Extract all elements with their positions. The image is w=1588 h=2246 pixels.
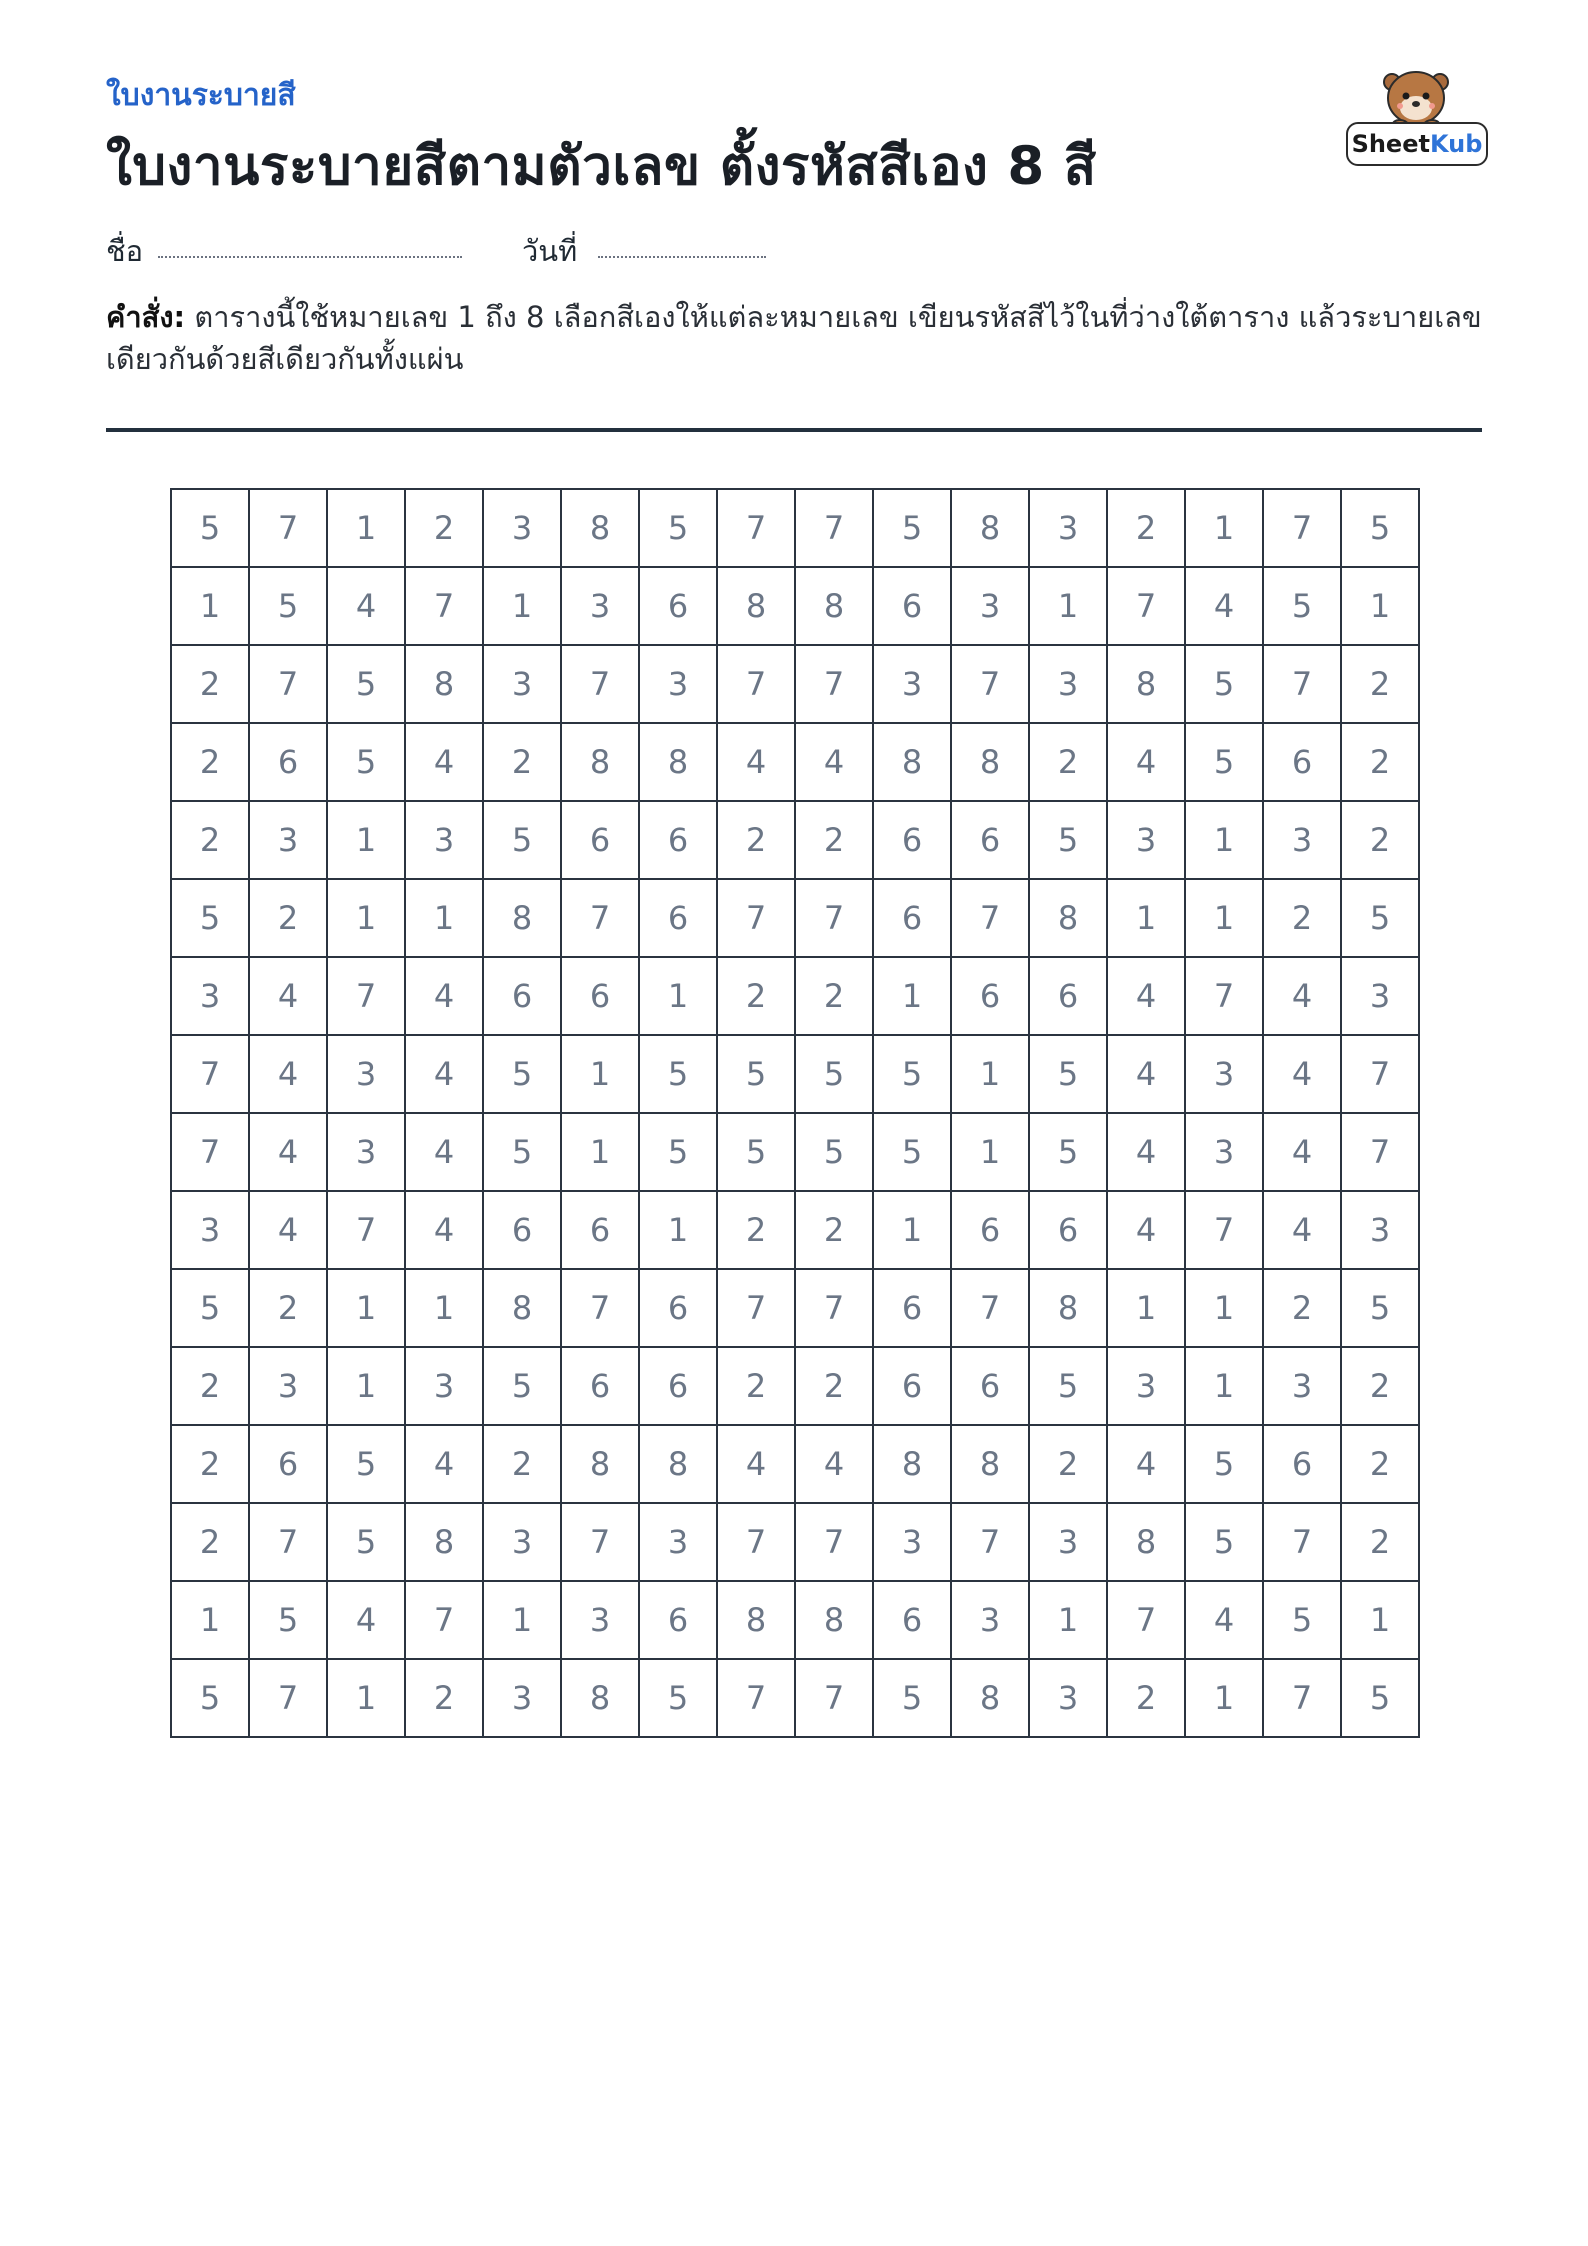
logo-text-kub: Kub bbox=[1429, 130, 1483, 158]
grid-cell[interactable]: 4 bbox=[1107, 1191, 1185, 1269]
grid-cell[interactable]: 1 bbox=[639, 957, 717, 1035]
grid-cell[interactable]: 6 bbox=[561, 1347, 639, 1425]
grid-cell[interactable]: 2 bbox=[717, 1347, 795, 1425]
color-by-number-grid bbox=[170, 488, 1420, 1738]
date-line[interactable] bbox=[598, 256, 766, 258]
grid-cell[interactable]: 6 bbox=[1263, 1425, 1341, 1503]
grid-cell[interactable]: 4 bbox=[717, 1425, 795, 1503]
grid-cell[interactable]: 6 bbox=[873, 567, 951, 645]
grid-cell[interactable]: 8 bbox=[1107, 645, 1185, 723]
grid-row bbox=[171, 957, 1419, 1035]
grid-cell[interactable]: 8 bbox=[639, 1425, 717, 1503]
grid-cell[interactable]: 1 bbox=[327, 1659, 405, 1737]
grid-cell[interactable]: 6 bbox=[561, 1191, 639, 1269]
grid-cell[interactable]: 5 bbox=[873, 489, 951, 567]
grid-cell[interactable]: 2 bbox=[171, 645, 249, 723]
grid-row bbox=[171, 567, 1419, 645]
grid-cell[interactable]: 7 bbox=[249, 1503, 327, 1581]
grid-cell[interactable]: 3 bbox=[1341, 1191, 1419, 1269]
grid-cell[interactable]: 5 bbox=[327, 723, 405, 801]
grid-cell[interactable]: 2 bbox=[483, 1425, 561, 1503]
grid-cell[interactable]: 1 bbox=[1185, 879, 1263, 957]
grid-cell[interactable]: 5 bbox=[639, 1113, 717, 1191]
grid-cell[interactable]: 5 bbox=[795, 1035, 873, 1113]
grid-cell[interactable]: 4 bbox=[249, 957, 327, 1035]
grid-cell[interactable]: 2 bbox=[249, 1269, 327, 1347]
grid-cell[interactable]: 7 bbox=[951, 1269, 1029, 1347]
grid-row bbox=[171, 1113, 1419, 1191]
grid-cell[interactable]: 6 bbox=[639, 1269, 717, 1347]
grid-cell[interactable]: 4 bbox=[405, 1113, 483, 1191]
grid-cell[interactable]: 5 bbox=[249, 1581, 327, 1659]
grid-cell[interactable]: 8 bbox=[561, 723, 639, 801]
grid-cell[interactable]: 8 bbox=[795, 1581, 873, 1659]
grid-cell[interactable]: 7 bbox=[795, 489, 873, 567]
grid-cell[interactable]: 8 bbox=[561, 1659, 639, 1737]
grid-cell[interactable]: 2 bbox=[1341, 1347, 1419, 1425]
instructions bbox=[106, 296, 1486, 380]
grid-cell[interactable]: 7 bbox=[717, 489, 795, 567]
grid-cell[interactable]: 8 bbox=[405, 645, 483, 723]
grid-cell[interactable]: 8 bbox=[795, 567, 873, 645]
grid-cell[interactable]: 3 bbox=[327, 1035, 405, 1113]
grid-cell[interactable]: 3 bbox=[1029, 645, 1107, 723]
grid-cell[interactable]: 8 bbox=[951, 1425, 1029, 1503]
grid-cell[interactable]: 3 bbox=[1263, 801, 1341, 879]
name-line[interactable] bbox=[158, 256, 462, 258]
grid-cell[interactable]: 5 bbox=[1185, 1425, 1263, 1503]
grid-cell[interactable]: 2 bbox=[717, 957, 795, 1035]
grid-cell[interactable]: 6 bbox=[1029, 1191, 1107, 1269]
grid-cell[interactable]: 2 bbox=[1107, 1659, 1185, 1737]
grid-row bbox=[171, 1191, 1419, 1269]
grid-cell[interactable]: 6 bbox=[483, 1191, 561, 1269]
grid-cell[interactable]: 7 bbox=[1107, 1581, 1185, 1659]
grid-cell[interactable]: 2 bbox=[1263, 879, 1341, 957]
otter-mascot-icon bbox=[1378, 66, 1454, 128]
grid-cell[interactable]: 2 bbox=[1341, 1425, 1419, 1503]
grid-cell[interactable]: 5 bbox=[717, 1113, 795, 1191]
grid-cell[interactable]: 7 bbox=[795, 1269, 873, 1347]
grid-cell[interactable]: 3 bbox=[873, 1503, 951, 1581]
grid-cell[interactable]: 7 bbox=[795, 1659, 873, 1737]
grid-cell[interactable]: 7 bbox=[249, 645, 327, 723]
logo-text-sheet: Sheet bbox=[1351, 130, 1430, 158]
grid-cell[interactable]: 2 bbox=[795, 957, 873, 1035]
grid-cell[interactable]: 1 bbox=[327, 1347, 405, 1425]
grid-cell[interactable]: 1 bbox=[327, 489, 405, 567]
grid-cell[interactable]: 7 bbox=[795, 1503, 873, 1581]
grid-cell[interactable]: 3 bbox=[483, 1659, 561, 1737]
grid-cell[interactable]: 7 bbox=[717, 879, 795, 957]
grid-row bbox=[171, 723, 1419, 801]
grid-cell[interactable]: 5 bbox=[639, 489, 717, 567]
grid-cell[interactable]: 5 bbox=[171, 879, 249, 957]
grid-row bbox=[171, 1659, 1419, 1737]
grid-cell[interactable]: 7 bbox=[171, 1113, 249, 1191]
grid-cell[interactable]: 1 bbox=[405, 879, 483, 957]
grid-cell[interactable]: 2 bbox=[483, 723, 561, 801]
grid-cell[interactable]: 1 bbox=[1185, 489, 1263, 567]
grid-cell[interactable]: 7 bbox=[1263, 1659, 1341, 1737]
grid-cell[interactable]: 1 bbox=[171, 567, 249, 645]
grid-cell[interactable]: 6 bbox=[483, 957, 561, 1035]
grid-cell[interactable]: 2 bbox=[249, 879, 327, 957]
grid-cell[interactable]: 1 bbox=[327, 1269, 405, 1347]
grid-cell[interactable]: 5 bbox=[639, 1035, 717, 1113]
instructions-text: ตารางนี้ใช้หมายเลข 1 ถึง 8 เลือกสีเองให้แต่ละหมายเลข เขียนรหัสสีไว้ในที่ว่างใต้ตาราง แล้วระบายเลขเดียวกันด้วยสีเดียวกันทั้งแผ่น bbox=[106, 300, 1482, 376]
grid-cell[interactable]: 7 bbox=[717, 1269, 795, 1347]
grid-cell[interactable]: 6 bbox=[639, 567, 717, 645]
grid-cell[interactable]: 7 bbox=[1263, 1503, 1341, 1581]
grid-cell[interactable]: 3 bbox=[1029, 1503, 1107, 1581]
grid-cell[interactable]: 5 bbox=[1341, 1269, 1419, 1347]
divider bbox=[106, 428, 1482, 432]
grid-cell[interactable]: 4 bbox=[249, 1035, 327, 1113]
grid-cell[interactable]: 2 bbox=[1341, 723, 1419, 801]
grid-cell[interactable]: 5 bbox=[1185, 645, 1263, 723]
grid-cell[interactable]: 5 bbox=[483, 1347, 561, 1425]
grid-cell[interactable]: 7 bbox=[795, 879, 873, 957]
grid-cell[interactable]: 1 bbox=[1341, 1581, 1419, 1659]
grid-cell[interactable]: 1 bbox=[951, 1035, 1029, 1113]
grid-cell[interactable]: 2 bbox=[795, 1191, 873, 1269]
grid-cell[interactable]: 3 bbox=[561, 567, 639, 645]
grid-cell[interactable]: 8 bbox=[873, 1425, 951, 1503]
grid-cell[interactable]: 5 bbox=[483, 1113, 561, 1191]
grid-cell[interactable]: 5 bbox=[1185, 1503, 1263, 1581]
grid-cell[interactable]: 2 bbox=[717, 1191, 795, 1269]
grid-cell[interactable]: 7 bbox=[561, 1503, 639, 1581]
grid-cell[interactable]: 3 bbox=[483, 645, 561, 723]
grid-cell[interactable]: 8 bbox=[951, 723, 1029, 801]
grid-cell[interactable]: 2 bbox=[717, 801, 795, 879]
grid-cell[interactable]: 7 bbox=[1263, 489, 1341, 567]
grid-cell[interactable]: 3 bbox=[639, 1503, 717, 1581]
grid-cell[interactable]: 8 bbox=[483, 1269, 561, 1347]
grid-cell[interactable]: 4 bbox=[1185, 567, 1263, 645]
grid-cell[interactable]: 7 bbox=[1107, 567, 1185, 645]
grid-cell[interactable]: 1 bbox=[1185, 1269, 1263, 1347]
grid-cell[interactable]: 1 bbox=[1185, 1347, 1263, 1425]
grid-cell[interactable]: 6 bbox=[873, 801, 951, 879]
grid-cell[interactable]: 1 bbox=[561, 1113, 639, 1191]
grid-cell[interactable]: 5 bbox=[717, 1035, 795, 1113]
grid-cell[interactable]: 8 bbox=[951, 489, 1029, 567]
grid-cell[interactable]: 3 bbox=[561, 1581, 639, 1659]
grid-cell[interactable]: 4 bbox=[405, 723, 483, 801]
instructions-label: คำสั่ง: bbox=[106, 300, 186, 334]
grid-cell[interactable]: 4 bbox=[1263, 1191, 1341, 1269]
grid-cell[interactable]: 4 bbox=[1107, 1035, 1185, 1113]
grid-cell[interactable]: 5 bbox=[483, 1035, 561, 1113]
grid-cell[interactable]: 1 bbox=[1029, 1581, 1107, 1659]
grid-cell[interactable]: 7 bbox=[1185, 957, 1263, 1035]
grid-cell[interactable]: 7 bbox=[405, 1581, 483, 1659]
grid-cell[interactable]: 5 bbox=[795, 1113, 873, 1191]
grid-cell[interactable]: 1 bbox=[483, 567, 561, 645]
grid-cell[interactable]: 1 bbox=[405, 1269, 483, 1347]
grid-row bbox=[171, 879, 1419, 957]
grid-cell[interactable]: 1 bbox=[1029, 567, 1107, 645]
grid-cell[interactable]: 8 bbox=[483, 879, 561, 957]
grid-cell[interactable]: 5 bbox=[327, 1503, 405, 1581]
grid-cell[interactable]: 7 bbox=[405, 567, 483, 645]
grid-cell[interactable]: 8 bbox=[561, 1425, 639, 1503]
grid-cell[interactable]: 3 bbox=[1029, 489, 1107, 567]
grid-cell[interactable]: 6 bbox=[561, 957, 639, 1035]
grid-cell[interactable]: 4 bbox=[1107, 957, 1185, 1035]
grid-cell[interactable]: 5 bbox=[171, 1659, 249, 1737]
grid-cell[interactable]: 4 bbox=[405, 1035, 483, 1113]
grid-cell[interactable]: 6 bbox=[1029, 957, 1107, 1035]
grid-cell[interactable]: 3 bbox=[249, 801, 327, 879]
grid-cell[interactable]: 3 bbox=[639, 645, 717, 723]
grid-cell[interactable]: 7 bbox=[327, 1191, 405, 1269]
grid-row bbox=[171, 1503, 1419, 1581]
grid-cell[interactable]: 6 bbox=[873, 879, 951, 957]
category-label: ใบงานระบายสี bbox=[106, 78, 296, 113]
grid-cell[interactable]: 4 bbox=[249, 1191, 327, 1269]
grid-cell[interactable]: 6 bbox=[639, 879, 717, 957]
grid-cell[interactable]: 2 bbox=[795, 801, 873, 879]
grid-cell[interactable]: 2 bbox=[171, 1347, 249, 1425]
grid-cell[interactable]: 1 bbox=[1107, 1269, 1185, 1347]
grid-cell[interactable]: 6 bbox=[951, 801, 1029, 879]
grid-cell[interactable]: 4 bbox=[1107, 1425, 1185, 1503]
grid-cell[interactable]: 4 bbox=[1263, 1035, 1341, 1113]
grid-cell[interactable]: 4 bbox=[327, 1581, 405, 1659]
grid-cell[interactable]: 7 bbox=[249, 1659, 327, 1737]
grid-cell[interactable]: 5 bbox=[873, 1113, 951, 1191]
grid-cell[interactable]: 4 bbox=[327, 567, 405, 645]
grid-cell[interactable]: 5 bbox=[1029, 1035, 1107, 1113]
grid-row bbox=[171, 1035, 1419, 1113]
grid-cell[interactable]: 2 bbox=[1341, 645, 1419, 723]
grid-cell[interactable]: 3 bbox=[171, 957, 249, 1035]
grid-cell[interactable]: 4 bbox=[795, 1425, 873, 1503]
grid-cell[interactable]: 1 bbox=[1185, 1659, 1263, 1737]
grid-cell[interactable]: 3 bbox=[249, 1347, 327, 1425]
grid-cell[interactable]: 6 bbox=[951, 1347, 1029, 1425]
date-label: วันที่ bbox=[522, 234, 578, 268]
grid-cell[interactable]: 5 bbox=[1341, 1659, 1419, 1737]
grid-cell[interactable]: 5 bbox=[327, 645, 405, 723]
grid-cell[interactable]: 5 bbox=[873, 1659, 951, 1737]
grid-cell[interactable]: 3 bbox=[405, 801, 483, 879]
grid-cell[interactable]: 7 bbox=[561, 1269, 639, 1347]
grid-cell[interactable]: 1 bbox=[1185, 801, 1263, 879]
grid-cell[interactable]: 7 bbox=[795, 645, 873, 723]
grid-cell[interactable]: 5 bbox=[249, 567, 327, 645]
grid-cell[interactable]: 5 bbox=[1341, 879, 1419, 957]
grid-cell[interactable]: 1 bbox=[171, 1581, 249, 1659]
grid-cell[interactable]: 2 bbox=[1263, 1269, 1341, 1347]
grid-cell[interactable]: 5 bbox=[1341, 489, 1419, 567]
grid-cell[interactable]: 2 bbox=[171, 723, 249, 801]
grid-cell[interactable]: 5 bbox=[483, 801, 561, 879]
logo-wordmark bbox=[1346, 122, 1488, 166]
grid-cell[interactable]: 6 bbox=[873, 1581, 951, 1659]
grid-cell[interactable]: 5 bbox=[1263, 567, 1341, 645]
grid-cell[interactable]: 4 bbox=[717, 723, 795, 801]
grid-cell[interactable]: 4 bbox=[1263, 957, 1341, 1035]
grid-cell[interactable]: 3 bbox=[171, 1191, 249, 1269]
grid-cell[interactable]: 2 bbox=[171, 801, 249, 879]
grid-cell[interactable]: 7 bbox=[249, 489, 327, 567]
grid-cell[interactable]: 1 bbox=[1107, 879, 1185, 957]
grid-cell[interactable]: 4 bbox=[405, 1191, 483, 1269]
grid-cell[interactable]: 3 bbox=[1107, 1347, 1185, 1425]
grid-row bbox=[171, 1581, 1419, 1659]
grid-cell[interactable]: 8 bbox=[561, 489, 639, 567]
grid-cell[interactable]: 1 bbox=[327, 879, 405, 957]
grid-row bbox=[171, 645, 1419, 723]
grid-cell[interactable]: 7 bbox=[1341, 1035, 1419, 1113]
grid-cell[interactable]: 4 bbox=[1185, 1581, 1263, 1659]
grid-cell[interactable]: 1 bbox=[561, 1035, 639, 1113]
grid-cell[interactable]: 2 bbox=[1029, 723, 1107, 801]
grid-cell[interactable]: 7 bbox=[1185, 1191, 1263, 1269]
grid-cell[interactable]: 3 bbox=[951, 567, 1029, 645]
grid-cell[interactable]: 3 bbox=[483, 489, 561, 567]
grid-row bbox=[171, 489, 1419, 567]
grid-cell[interactable]: 4 bbox=[405, 957, 483, 1035]
grid-cell[interactable]: 5 bbox=[1263, 1581, 1341, 1659]
grid-cell[interactable]: 8 bbox=[639, 723, 717, 801]
grid-cell[interactable]: 8 bbox=[873, 723, 951, 801]
grid-cell[interactable]: 6 bbox=[249, 1425, 327, 1503]
grid-cell[interactable]: 4 bbox=[1107, 723, 1185, 801]
grid-cell[interactable]: 7 bbox=[327, 957, 405, 1035]
grid-cell[interactable]: 5 bbox=[1029, 1113, 1107, 1191]
grid-cell[interactable]: 3 bbox=[1107, 801, 1185, 879]
grid-cell[interactable]: 6 bbox=[639, 1347, 717, 1425]
grid-cell[interactable]: 2 bbox=[405, 1659, 483, 1737]
grid-cell[interactable]: 2 bbox=[171, 1503, 249, 1581]
grid-cell[interactable]: 6 bbox=[639, 1581, 717, 1659]
grid-cell[interactable]: 8 bbox=[1029, 879, 1107, 957]
grid-cell[interactable]: 2 bbox=[405, 489, 483, 567]
grid-row bbox=[171, 1425, 1419, 1503]
grid-cell[interactable]: 6 bbox=[951, 1191, 1029, 1269]
grid-row bbox=[171, 1269, 1419, 1347]
grid-row bbox=[171, 1347, 1419, 1425]
grid-cell[interactable]: 1 bbox=[483, 1581, 561, 1659]
name-label: ชื่อ bbox=[106, 234, 144, 268]
grid-cell[interactable]: 3 bbox=[405, 1347, 483, 1425]
grid-cell[interactable]: 3 bbox=[1029, 1659, 1107, 1737]
grid-cell[interactable]: 5 bbox=[1029, 801, 1107, 879]
grid-row bbox=[171, 801, 1419, 879]
grid-cell[interactable]: 3 bbox=[327, 1113, 405, 1191]
grid-cell[interactable]: 7 bbox=[717, 645, 795, 723]
grid-cell[interactable]: 3 bbox=[951, 1581, 1029, 1659]
grid-cell[interactable]: 8 bbox=[951, 1659, 1029, 1737]
grid-cell[interactable]: 2 bbox=[1029, 1425, 1107, 1503]
grid-cell[interactable]: 8 bbox=[1107, 1503, 1185, 1581]
grid-cell[interactable]: 2 bbox=[1107, 489, 1185, 567]
grid-cell[interactable]: 6 bbox=[639, 801, 717, 879]
grid-cell[interactable]: 7 bbox=[717, 1503, 795, 1581]
grid-cell[interactable]: 2 bbox=[171, 1425, 249, 1503]
grid-cell[interactable]: 7 bbox=[951, 645, 1029, 723]
grid-cell[interactable]: 3 bbox=[1185, 1035, 1263, 1113]
grid-cell[interactable]: 6 bbox=[561, 801, 639, 879]
grid-cell[interactable]: 7 bbox=[717, 1659, 795, 1737]
grid-cell[interactable]: 6 bbox=[951, 957, 1029, 1035]
grid-cell[interactable]: 4 bbox=[1263, 1113, 1341, 1191]
grid-cell[interactable]: 7 bbox=[171, 1035, 249, 1113]
grid-cell[interactable]: 1 bbox=[873, 1191, 951, 1269]
grid-cell[interactable]: 8 bbox=[1029, 1269, 1107, 1347]
grid-cell[interactable]: 5 bbox=[327, 1425, 405, 1503]
grid-cell[interactable]: 3 bbox=[483, 1503, 561, 1581]
grid-cell[interactable]: 3 bbox=[1185, 1113, 1263, 1191]
grid-cell[interactable]: 1 bbox=[327, 801, 405, 879]
grid-cell[interactable]: 7 bbox=[1341, 1113, 1419, 1191]
grid-cell[interactable]: 8 bbox=[717, 1581, 795, 1659]
grid-cell[interactable]: 5 bbox=[873, 1035, 951, 1113]
grid-cell[interactable]: 7 bbox=[561, 645, 639, 723]
grid-cell[interactable]: 5 bbox=[171, 489, 249, 567]
grid-cell[interactable]: 4 bbox=[1107, 1113, 1185, 1191]
grid-cell[interactable]: 1 bbox=[951, 1113, 1029, 1191]
grid-cell[interactable]: 2 bbox=[795, 1347, 873, 1425]
grid-cell[interactable]: 6 bbox=[873, 1347, 951, 1425]
grid-cell[interactable]: 5 bbox=[639, 1659, 717, 1737]
grid-cell[interactable]: 5 bbox=[1029, 1347, 1107, 1425]
grid-cell[interactable]: 4 bbox=[249, 1113, 327, 1191]
grid-cell[interactable]: 6 bbox=[873, 1269, 951, 1347]
grid-cell[interactable]: 8 bbox=[405, 1503, 483, 1581]
grid-cell[interactable]: 5 bbox=[1185, 723, 1263, 801]
grid-cell[interactable]: 3 bbox=[1263, 1347, 1341, 1425]
grid-cell[interactable]: 7 bbox=[951, 879, 1029, 957]
grid-cell[interactable]: 7 bbox=[1263, 645, 1341, 723]
grid-cell[interactable]: 7 bbox=[951, 1503, 1029, 1581]
grid-cell[interactable]: 4 bbox=[795, 723, 873, 801]
grid-cell[interactable]: 1 bbox=[639, 1191, 717, 1269]
grid-cell[interactable]: 1 bbox=[873, 957, 951, 1035]
grid-cell[interactable]: 7 bbox=[561, 879, 639, 957]
grid-cell[interactable]: 6 bbox=[249, 723, 327, 801]
grid-cell[interactable]: 5 bbox=[171, 1269, 249, 1347]
grid-cell[interactable]: 2 bbox=[1341, 1503, 1419, 1581]
grid-cell[interactable]: 6 bbox=[1263, 723, 1341, 801]
grid-cell[interactable]: 8 bbox=[717, 567, 795, 645]
grid-cell[interactable]: 3 bbox=[1341, 957, 1419, 1035]
grid-cell[interactable]: 4 bbox=[405, 1425, 483, 1503]
grid-cell[interactable]: 2 bbox=[1341, 801, 1419, 879]
sheetkub-logo bbox=[1346, 66, 1490, 170]
page-title: ใบงานระบายสีตามตัวเลข ตั้งรหัสสีเอง 8 สี bbox=[106, 136, 1097, 197]
grid-cell[interactable]: 1 bbox=[1341, 567, 1419, 645]
grid-cell[interactable]: 3 bbox=[873, 645, 951, 723]
